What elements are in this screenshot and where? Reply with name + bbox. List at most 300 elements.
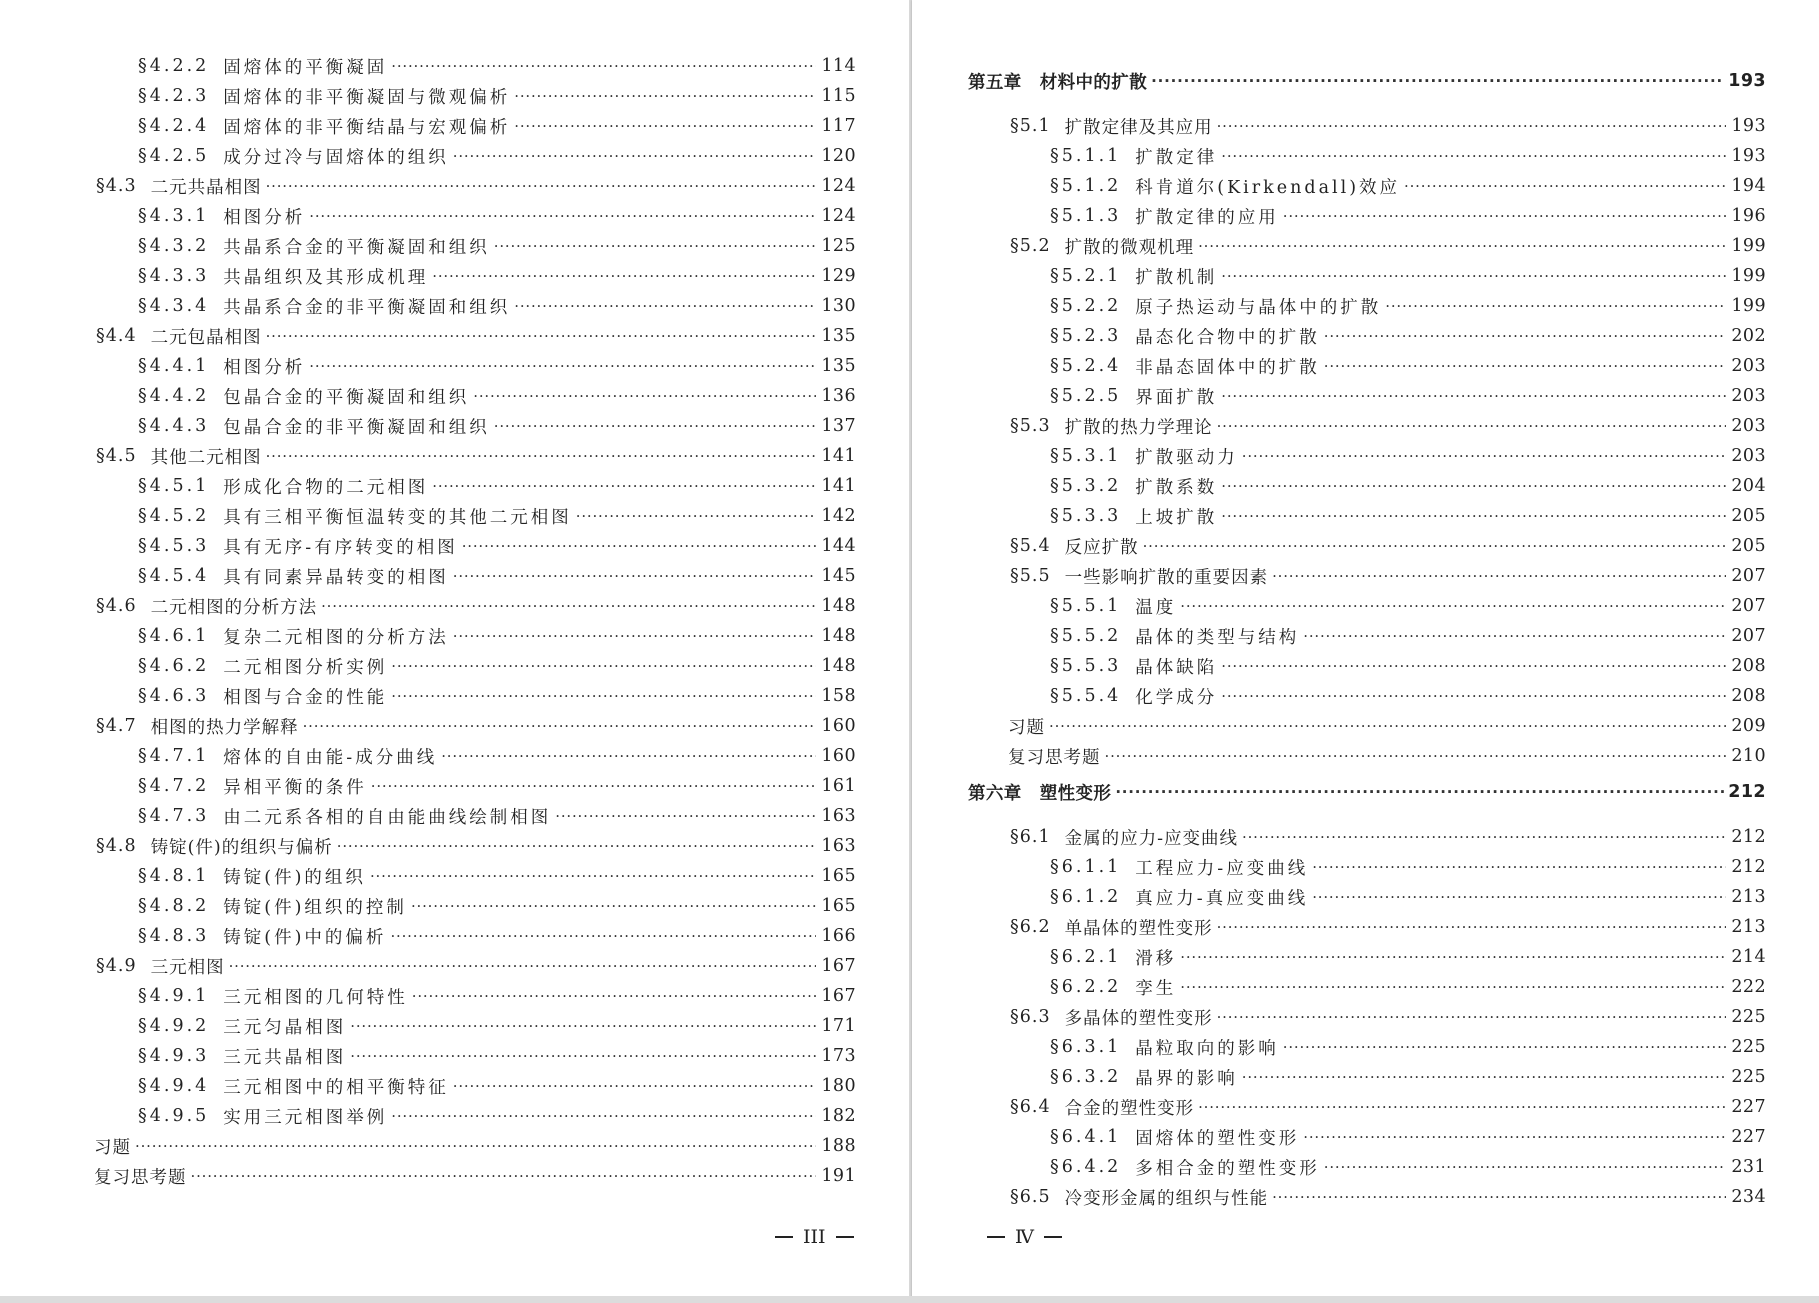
dot-leader [1242,1068,1726,1086]
dot-leader [309,207,816,225]
toc-entry-sec [96,713,856,739]
toc-entry-sec [1010,233,1766,259]
toc-entry-misc [1008,713,1766,739]
toc-right [912,0,1819,1298]
toc-number: §6.1.1 [1050,857,1122,877]
dot-leader [1180,948,1726,966]
toc-title: 熔体的自由能-成分曲线 [223,747,438,768]
dot-leader [432,267,816,285]
toc-page-number: 115 [821,86,856,106]
toc-entry-sub [138,653,856,679]
toc-number: §4.8 [96,836,137,856]
dot-leader [494,237,816,255]
toc-title: 相图与合金的性能 [223,687,388,708]
toc-entry-sec [96,443,856,469]
toc-title: 成分过冷与固熔体的组织 [223,147,449,168]
toc-entry-sub [138,803,856,829]
toc-number: §4.9.4 [138,1076,210,1096]
toc-entry-sec [1010,413,1766,439]
toc-entry-sec [1010,914,1766,940]
toc-entry-sub [138,413,856,439]
toc-title: 由二元系各相的自由能曲线绘制相图 [223,807,552,828]
toc-page-number: 166 [821,926,856,946]
toc-number: §4.5.2 [138,506,210,526]
toc-number: §6.4 [1010,1097,1051,1117]
toc-page-number: 227 [1731,1127,1766,1147]
toc-entry-sub [138,1103,856,1129]
toc-title: 晶体缺陷 [1135,657,1218,678]
dot-leader [309,357,816,375]
toc-number: §4.3.1 [138,206,210,226]
dot-leader [1242,828,1726,846]
dot-leader [350,1017,816,1035]
toc-title: 工程应力-应变曲线 [1135,858,1309,879]
toc-page-number: 207 [1731,566,1766,586]
toc-title: 界面扩散 [1135,387,1218,408]
dot-leader [514,117,816,135]
toc-title: 冷变形金属的组织与性能 [1064,1188,1269,1209]
toc-number: §4.8.2 [138,896,210,916]
toc-title: 形成化合物的二元相图 [223,477,429,498]
toc-title: 具有三相平衡恒温转变的其他二元相图 [223,507,572,528]
toc-page-number: 199 [1731,296,1766,316]
toc-number: §4.6.1 [138,626,210,646]
toc-number: §4.4.2 [138,386,210,406]
dot-leader [391,657,816,675]
toc-page-number: 137 [821,416,856,436]
dot-leader [1217,117,1726,135]
dot-leader [412,987,816,1005]
toc-number: §4.8.1 [138,866,210,886]
toc-page-number: 130 [821,296,856,316]
toc-title: 扩散驱动力 [1135,447,1238,468]
dot-leader [1217,1008,1726,1026]
toc-number: §4.3.4 [138,296,210,316]
toc-entry-sub [1050,323,1766,349]
folio-number: Ⅳ [1015,1226,1034,1248]
toc-number: §4.2.5 [138,146,210,166]
toc-entry-sub [1050,1124,1766,1150]
toc-entry-misc [94,1133,856,1159]
toc-title: 相图分析 [223,357,306,378]
toc-entry-sub [1050,854,1766,880]
toc-title: 晶态化合物中的扩散 [1135,327,1320,348]
toc-number: §4.7.3 [138,806,210,826]
toc-entry-sub [138,743,856,769]
toc-number: §5.4 [1010,536,1051,556]
toc-title: 一些影响扩散的重要因素 [1064,567,1269,588]
toc-entry-sub [1050,503,1766,529]
toc-number: §5.5.4 [1050,686,1122,706]
dot-leader [1198,1098,1726,1116]
folio-dash [987,1236,1005,1238]
toc-number: §6.3.1 [1050,1037,1122,1057]
dot-leader [1217,918,1726,936]
dot-leader [473,387,816,405]
toc-page-number: 196 [1731,206,1766,226]
toc-entry-sec [1010,1184,1766,1210]
dot-leader [321,597,816,615]
toc-number: §5.5.3 [1050,656,1122,676]
dot-leader [1143,537,1726,555]
toc-entry-sub [1050,653,1766,679]
toc-page-number: 167 [821,956,856,976]
toc-entry-sub [138,53,856,79]
dot-leader [441,747,816,765]
dot-leader [514,297,816,315]
dot-leader [453,147,816,165]
toc-title: 原子热运动与晶体中的扩散 [1135,297,1382,318]
toc-entry-sub [1050,1154,1766,1180]
toc-page-number: 205 [1731,536,1766,556]
toc-title: 真应力-真应变曲线 [1135,888,1309,909]
toc-page-number: 231 [1731,1157,1766,1177]
toc-number: §5.1.3 [1050,206,1122,226]
toc-page-number: 209 [1731,716,1766,736]
toc-page-number: 161 [821,776,856,796]
toc-entry-sec [96,173,856,199]
toc-entry-sub [138,773,856,799]
toc-title: 包晶合金的非平衡凝固和组织 [223,417,490,438]
toc-entry-sec [1010,1094,1766,1120]
toc-entry-sub [138,263,856,289]
toc-entry-sub [138,533,856,559]
dot-leader [391,687,816,705]
toc-page-number: 124 [821,176,856,196]
toc-number: §5.3.2 [1050,476,1122,496]
toc-entry-sub [138,1073,856,1099]
toc-left [0,0,910,1298]
toc-page-number: 194 [1731,176,1766,196]
dot-leader [1105,747,1727,765]
toc-page-number: 148 [821,626,856,646]
toc-number: §5.2.4 [1050,356,1122,376]
toc-entry-sec [1010,1004,1766,1030]
toc-entry-sub [1050,353,1766,379]
dot-leader [1049,717,1726,735]
toc-number: §5.1.1 [1050,146,1122,166]
dot-leader [350,1047,816,1065]
toc-number: §5.5.2 [1050,626,1122,646]
dot-leader [303,717,816,735]
toc-number: §5.2.1 [1050,266,1122,286]
toc-number: §6.3.2 [1050,1067,1122,1087]
toc-number: §6.1.2 [1050,887,1122,907]
toc-number: §4.5.1 [138,476,210,496]
toc-page-number: 135 [821,356,856,376]
toc-number: §4.9 [96,956,137,976]
toc-page-number: 158 [821,686,856,706]
toc-entry-misc [1008,743,1766,769]
toc-title: 扩散的热力学理论 [1064,417,1213,438]
toc-title: 具有同素异晶转变的相图 [223,567,449,588]
toc-entry-sub [138,563,856,589]
toc-title: 二元相图分析实例 [223,657,388,678]
toc-number: §4.4 [96,326,137,346]
toc-entry-sub [1050,884,1766,910]
toc-title: 三元共晶相图 [223,1047,347,1068]
toc-title: 三元匀晶相图 [223,1017,347,1038]
dot-leader [1324,1158,1726,1176]
toc-title: 相图的热力学解释 [150,717,299,738]
toc-number: §6.1 [1010,827,1051,847]
toc-entry-sub [138,473,856,499]
toc-entry-sub [138,233,856,259]
toc-title: 科肯道尔(Kirkendall)效应 [1135,177,1401,198]
toc-entry-sub [138,353,856,379]
toc-title: 扩散定律 [1135,147,1218,168]
dot-leader [411,897,816,915]
toc-title: 二元共晶相图 [150,177,262,198]
dot-leader [1151,72,1724,90]
toc-page-number: 136 [821,386,856,406]
right-page [912,0,1819,1298]
toc-entry-sub [138,893,856,919]
toc-entry-sub [138,383,856,409]
dot-leader [462,537,816,555]
toc-entry-misc [94,1163,856,1189]
toc-title: 铸锭(件)的组织与偏析 [150,837,333,858]
toc-title: 多相合金的塑性变形 [1135,1158,1320,1179]
dot-leader [1180,978,1726,996]
dot-leader [432,477,816,495]
toc-number: §4.3.2 [138,236,210,256]
toc-entry-sub [1050,263,1766,289]
toc-number: §6.2 [1010,917,1051,937]
toc-entry-sub [138,863,856,889]
dot-leader [391,57,816,75]
toc-title: 异相平衡的条件 [223,777,367,798]
toc-entry-sec [96,593,856,619]
toc-page-number: 117 [821,116,856,136]
toc-page-number: 129 [821,266,856,286]
dot-leader [1198,237,1726,255]
toc-entry-sub [138,1013,856,1039]
toc-page-number: 163 [821,806,856,826]
toc-page-number: 171 [821,1016,856,1036]
dot-leader [371,777,816,795]
toc-title: 铸锭(件)中的偏析 [223,927,387,948]
folio-number: III [803,1226,826,1248]
toc-page-number: 141 [821,476,856,496]
toc-title: 晶界的影响 [1135,1068,1238,1089]
toc-page-number: 141 [821,446,856,466]
toc-entry-sub [1050,203,1766,229]
dot-leader [1324,327,1726,345]
toc-number: §5.2.3 [1050,326,1122,346]
toc-page-number: 222 [1731,977,1766,997]
dot-leader [1221,267,1726,285]
toc-page-number: 163 [821,836,856,856]
toc-entry-sub [1050,443,1766,469]
toc-entry-sub [138,83,856,109]
toc-number: §5.3.3 [1050,506,1122,526]
toc-number: §5.5 [1010,566,1051,586]
toc-number: §5.2 [1010,236,1051,256]
toc-number: §4.7.2 [138,776,210,796]
dot-leader [370,867,816,885]
toc-number: §4.2.2 [138,56,210,76]
toc-page-number: 210 [1731,746,1766,766]
dot-leader [1242,447,1726,465]
toc-page-number: 160 [821,716,856,736]
toc-page-number: 165 [821,866,856,886]
dot-leader [453,627,816,645]
toc-number: §4.5.3 [138,536,210,556]
dot-leader [514,87,816,105]
toc-entry-sub [138,1043,856,1069]
toc-number: §4.8.3 [138,926,210,946]
toc-page-number: 203 [1731,446,1766,466]
toc-number: §4.4.1 [138,356,210,376]
toc-title: 实用三元相图举例 [223,1107,388,1128]
dot-leader [1180,597,1726,615]
toc-title: 共晶系合金的平衡凝固和组织 [223,237,490,258]
toc-number: §4.2.3 [138,86,210,106]
toc-title: 固熔体的平衡凝固 [223,57,388,78]
toc-page-number: 124 [821,206,856,226]
toc-number: §5.2.5 [1050,386,1122,406]
toc-entry-sub [1050,593,1766,619]
toc-entry-sub [1050,974,1766,1000]
toc-title: 化学成分 [1135,687,1218,708]
toc-entry-sec [1010,533,1766,559]
toc-number: 第五章 [968,72,1022,93]
toc-number: §5.3 [1010,416,1051,436]
dot-leader [1217,417,1726,435]
dot-leader [1283,207,1726,225]
toc-page-number: 180 [821,1076,856,1096]
left-page [0,0,910,1298]
toc-title: 扩散机制 [1135,267,1218,288]
toc-page-number: 234 [1731,1187,1766,1207]
toc-title: 固熔体的非平衡凝固与微观偏析 [223,87,511,108]
dot-leader [390,927,816,945]
toc-page-number: 225 [1731,1067,1766,1087]
toc-entry-sub [1050,623,1766,649]
dot-leader [337,837,816,855]
dot-leader [1221,657,1726,675]
toc-title: 温度 [1135,597,1177,618]
toc-title: 二元包晶相图 [150,327,262,348]
dot-leader [266,327,816,345]
toc-page-number: 225 [1731,1007,1766,1027]
toc-page-number: 202 [1731,326,1766,346]
toc-page-number: 160 [821,746,856,766]
dot-leader [1221,387,1726,405]
toc-title: 习题 [1008,717,1045,738]
dot-leader [1303,627,1726,645]
toc-number: §4.9.2 [138,1016,210,1036]
toc-title: 固熔体的塑性变形 [1135,1128,1300,1149]
toc-number: §6.5 [1010,1187,1051,1207]
toc-page-number: 225 [1731,1037,1766,1057]
toc-entry-sec [96,953,856,979]
toc-number: §4.2.4 [138,116,210,136]
dot-leader [453,1077,816,1095]
toc-page-number: 120 [821,146,856,166]
page-folio-left [765,1226,864,1248]
toc-number: §4.6.2 [138,656,210,676]
toc-entry-sub [138,623,856,649]
page-edge-shadow [0,1296,1819,1303]
page-folio-right [977,1226,1072,1248]
toc-number: §4.9.1 [138,986,210,1006]
dot-leader [1385,297,1726,315]
dot-leader [1272,1188,1726,1206]
toc-page-number: 212 [1728,782,1766,802]
toc-title: 铸锭(件)组织的控制 [223,897,407,918]
folio-dash [836,1236,854,1238]
toc-page-number: 173 [821,1046,856,1066]
toc-page-number: 193 [1731,116,1766,136]
toc-entry-sub [138,683,856,709]
toc-title: 塑性变形 [1039,783,1112,804]
toc-title: 共晶组织及其形成机理 [223,267,429,288]
toc-number: §4.6 [96,596,137,616]
toc-title: 单晶体的塑性变形 [1064,918,1213,939]
toc-page-number: 135 [821,326,856,346]
toc-number: §6.2.2 [1050,977,1122,997]
dot-leader [1312,858,1726,876]
toc-number: §4.6.3 [138,686,210,706]
toc-page-number: 212 [1731,827,1766,847]
toc-number: §6.4.2 [1050,1157,1122,1177]
toc-title: 三元相图 [150,957,225,978]
toc-page-number: 203 [1731,356,1766,376]
toc-number: §4.4.3 [138,416,210,436]
toc-number: §4.9.3 [138,1046,210,1066]
toc-entry-sub [138,293,856,319]
toc-title: 晶体的类型与结构 [1135,627,1300,648]
dot-leader [1221,147,1726,165]
toc-title: 多晶体的塑性变形 [1064,1008,1213,1029]
toc-page-number: 142 [821,506,856,526]
dot-leader [229,957,816,975]
toc-number: §5.1.2 [1050,176,1122,196]
dot-leader [494,417,816,435]
dot-leader [191,1167,817,1185]
toc-entry-sub [138,503,856,529]
toc-page-number: 214 [1731,947,1766,967]
toc-title: 复习思考题 [94,1167,187,1188]
folio-dash [775,1236,793,1238]
toc-page-number: 145 [821,566,856,586]
dot-leader [266,447,816,465]
toc-entry-sec [1010,563,1766,589]
dot-leader [266,177,816,195]
toc-number: §5.2.2 [1050,296,1122,316]
toc-number: §4.9.5 [138,1106,210,1126]
toc-number: §6.4.1 [1050,1127,1122,1147]
toc-title: 扩散系数 [1135,477,1218,498]
toc-entry-sub [138,113,856,139]
toc-number: §5.5.1 [1050,596,1122,616]
toc-page-number: 212 [1731,857,1766,877]
toc-entry-sub [1050,1064,1766,1090]
toc-page-number: 213 [1731,917,1766,937]
dot-leader [135,1137,816,1155]
toc-entry-sub [1050,473,1766,499]
toc-page-number: 193 [1728,71,1766,91]
dot-leader [391,1107,816,1125]
toc-title: 具有无序-有序转变的相图 [223,537,458,558]
toc-title: 复习思考题 [1008,747,1101,768]
toc-title: 合金的塑性变形 [1064,1098,1195,1119]
toc-title: 铸锭(件)的组织 [223,867,366,888]
toc-entry-sub [138,203,856,229]
toc-title: 上坡扩散 [1135,507,1218,528]
